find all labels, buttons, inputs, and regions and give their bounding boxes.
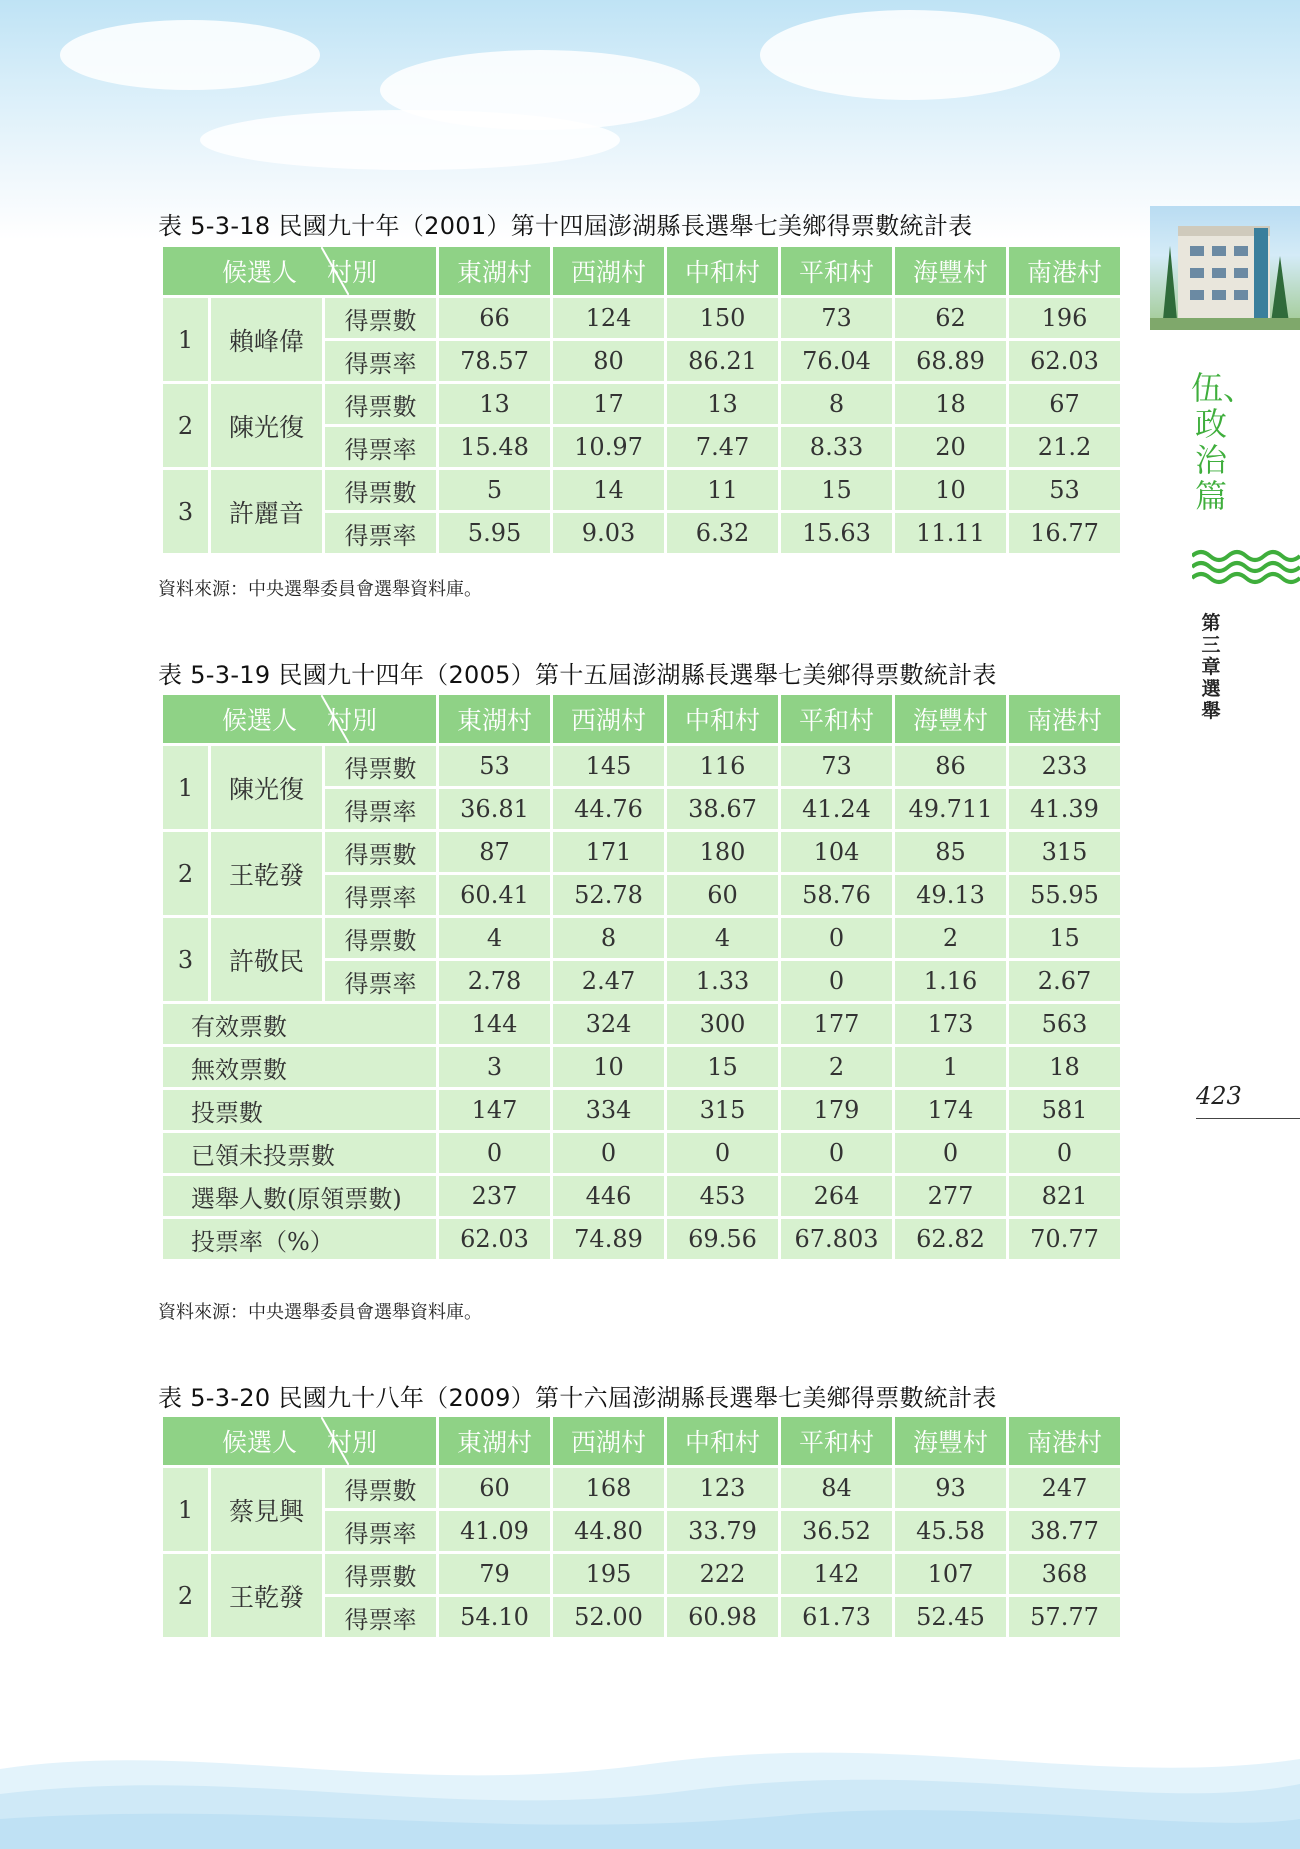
vote-rate-cell: 52.00 [552,1596,666,1639]
vote-count-cell: 14 [552,469,666,512]
candidate-number: 2 [162,1553,210,1639]
header-row [162,1416,1122,1467]
vote-rate-cell: 15.63 [780,512,894,555]
village-header: 平和村 [780,694,894,745]
candidate-votes-row [162,469,1122,512]
header-candidate-label: 候選人 [221,1428,297,1457]
vote-rate-cell: 15.48 [438,426,552,469]
votes-label: 得票數 [324,745,438,788]
vote-rate-cell: 54.10 [438,1596,552,1639]
summary-value-cell: 18 [1008,1046,1122,1089]
vote-rate-cell: 20 [894,426,1008,469]
candidate-votes-row [162,383,1122,426]
vote-count-cell: 93 [894,1467,1008,1510]
vote-count-cell: 4 [438,917,552,960]
vote-rate-cell: 33.79 [666,1510,780,1553]
vote-count-cell: 145 [552,745,666,788]
vote-rate-cell: 60.98 [666,1596,780,1639]
rate-label: 得票率 [324,340,438,383]
vote-count-cell: 11 [666,469,780,512]
vote-rate-cell: 2.47 [552,960,666,1003]
vote-count-cell: 8 [552,917,666,960]
vote-count-cell: 87 [438,831,552,874]
village-header: 中和村 [666,1416,780,1467]
vote-count-cell: 368 [1008,1553,1122,1596]
vote-rate-cell: 49.711 [894,788,1008,831]
vote-table-2001 [160,244,1123,556]
vote-count-cell: 13 [438,383,552,426]
votes-label: 得票數 [324,1553,438,1596]
table-caption: 表 5-3-20 民國九十八年（2009）第十六屆澎湖縣長選舉七美鄉得票數統計表 [158,1384,997,1412]
summary-value-cell: 62.03 [438,1218,552,1261]
summary-value-cell: 69.56 [666,1218,780,1261]
rate-label: 得票率 [324,788,438,831]
header-village-label: 村別 [327,706,378,735]
rate-label: 得票率 [324,874,438,917]
candidate-votes-row [162,917,1122,960]
vote-count-cell: 171 [552,831,666,874]
vote-rate-cell: 52.45 [894,1596,1008,1639]
summary-value-cell: 315 [666,1089,780,1132]
page-divider [1196,1118,1300,1119]
summary-value-cell: 300 [666,1003,780,1046]
votes-label: 得票數 [324,383,438,426]
vote-table-2009 [160,1414,1123,1640]
vote-rate-cell: 5.95 [438,512,552,555]
table-source: 資料來源：中央選舉委員會選舉資料庫。 [158,1302,482,1323]
vote-rate-cell: 41.09 [438,1510,552,1553]
candidate-name: 王乾發 [210,831,324,917]
summary-value-cell: 2 [780,1046,894,1089]
header-candidate-label: 候選人 [221,706,297,735]
summary-value-cell: 0 [894,1132,1008,1175]
vote-count-cell: 84 [780,1467,894,1510]
candidate-name: 陳光復 [210,383,324,469]
vote-count-cell: 142 [780,1553,894,1596]
vote-count-cell: 53 [1008,469,1122,512]
vote-rate-cell: 2.78 [438,960,552,1003]
village-header: 中和村 [666,246,780,297]
summary-value-cell: 147 [438,1089,552,1132]
summary-value-cell: 334 [552,1089,666,1132]
summary-value-cell: 0 [666,1132,780,1175]
candidate-number: 1 [162,297,210,383]
vote-count-cell: 15 [1008,917,1122,960]
vote-rate-cell: 9.03 [552,512,666,555]
vote-count-cell: 196 [1008,297,1122,340]
summary-label: 有效票數 [162,1003,438,1046]
vote-count-cell: 150 [666,297,780,340]
summary-value-cell: 15 [666,1046,780,1089]
summary-value-cell: 264 [780,1175,894,1218]
summary-value-cell: 277 [894,1175,1008,1218]
village-header: 東湖村 [438,246,552,297]
summary-label: 投票率（%） [162,1218,438,1261]
candidate-name: 王乾發 [210,1553,324,1639]
vote-rate-cell: 60 [666,874,780,917]
candidate-number: 1 [162,1467,210,1553]
vote-count-cell: 60 [438,1467,552,1510]
summary-label: 選舉人數(原領票數) [162,1175,438,1218]
candidate-name: 陳光復 [210,745,324,831]
summary-label: 無效票數 [162,1046,438,1089]
summary-value-cell: 177 [780,1003,894,1046]
vote-count-cell: 123 [666,1467,780,1510]
village-header: 東湖村 [438,694,552,745]
vote-rate-cell: 11.11 [894,512,1008,555]
vote-count-cell: 0 [780,917,894,960]
vote-count-cell: 17 [552,383,666,426]
votes-label: 得票數 [324,469,438,512]
vote-rate-cell: 55.95 [1008,874,1122,917]
vote-rate-cell: 57.77 [1008,1596,1122,1639]
candidate-number: 2 [162,831,210,917]
summary-value-cell: 453 [666,1175,780,1218]
vote-count-cell: 79 [438,1553,552,1596]
vote-rate-cell: 1.16 [894,960,1008,1003]
page-number: 423 [1196,1082,1242,1110]
rate-label: 得票率 [324,426,438,469]
vote-rate-cell: 36.81 [438,788,552,831]
candidate-votes-row [162,745,1122,788]
vote-count-cell: 315 [1008,831,1122,874]
village-header: 西湖村 [552,246,666,297]
vote-rate-cell: 61.73 [780,1596,894,1639]
candidate-name: 許麗音 [210,469,324,555]
candidate-votes-row [162,831,1122,874]
village-header: 南港村 [1008,1416,1122,1467]
summary-value-cell: 3 [438,1046,552,1089]
summary-value-cell: 324 [552,1003,666,1046]
summary-value-cell: 446 [552,1175,666,1218]
candidate-name: 賴峰偉 [210,297,324,383]
chapter-title-vertical: 第三章 選舉 [1201,612,1221,722]
village-header: 中和村 [666,694,780,745]
summary-value-cell: 74.89 [552,1218,666,1261]
vote-rate-cell: 60.41 [438,874,552,917]
vote-count-cell: 53 [438,745,552,788]
summary-value-cell: 821 [1008,1175,1122,1218]
vote-rate-cell: 68.89 [894,340,1008,383]
header-candidate-label: 候選人 [221,258,297,287]
village-header: 南港村 [1008,246,1122,297]
vote-count-cell: 86 [894,745,1008,788]
vote-rate-cell: 38.77 [1008,1510,1122,1553]
village-header: 平和村 [780,246,894,297]
vote-count-cell: 15 [780,469,894,512]
vote-rate-cell: 7.47 [666,426,780,469]
vote-rate-cell: 76.04 [780,340,894,383]
vote-rate-cell: 49.13 [894,874,1008,917]
summary-value-cell: 1 [894,1046,1008,1089]
village-header: 西湖村 [552,694,666,745]
vote-rate-cell: 52.78 [552,874,666,917]
wave-ornament [1192,548,1300,586]
cloud [200,110,620,170]
candidate-number: 1 [162,745,210,831]
vote-count-cell: 180 [666,831,780,874]
vote-count-cell: 107 [894,1553,1008,1596]
village-header: 平和村 [780,1416,894,1467]
vote-rate-cell: 10.97 [552,426,666,469]
vote-rate-cell: 44.76 [552,788,666,831]
summary-value-cell: 10 [552,1046,666,1089]
vote-rate-cell: 38.67 [666,788,780,831]
vote-rate-cell: 62.03 [1008,340,1122,383]
candidate-name: 蔡見興 [210,1467,324,1553]
vote-count-cell: 168 [552,1467,666,1510]
village-header: 南港村 [1008,694,1122,745]
village-header: 海豐村 [894,694,1008,745]
votes-label: 得票數 [324,831,438,874]
rate-label: 得票率 [324,1596,438,1639]
summary-value-cell: 563 [1008,1003,1122,1046]
header-candidate-village [162,246,438,297]
vote-count-cell: 247 [1008,1467,1122,1510]
header-candidate-village [162,1416,438,1467]
vote-count-cell: 2 [894,917,1008,960]
vote-rate-cell: 45.58 [894,1510,1008,1553]
votes-label: 得票數 [324,917,438,960]
vote-rate-cell: 36.52 [780,1510,894,1553]
candidate-votes-row [162,1467,1122,1510]
vote-count-cell: 124 [552,297,666,340]
village-header: 海豐村 [894,246,1008,297]
rate-label: 得票率 [324,1510,438,1553]
vote-count-cell: 5 [438,469,552,512]
vote-count-cell: 4 [666,917,780,960]
vote-count-cell: 233 [1008,745,1122,788]
vote-rate-cell: 8.33 [780,426,894,469]
vote-count-cell: 73 [780,745,894,788]
summary-value-cell: 581 [1008,1089,1122,1132]
candidate-number: 2 [162,383,210,469]
vote-rate-cell: 41.39 [1008,788,1122,831]
header-row [162,694,1122,745]
summary-label: 已領未投票數 [162,1132,438,1175]
vote-rate-cell: 0 [780,960,894,1003]
vote-count-cell: 195 [552,1553,666,1596]
vote-rate-cell: 1.33 [666,960,780,1003]
village-header: 西湖村 [552,1416,666,1467]
village-header: 海豐村 [894,1416,1008,1467]
vote-count-cell: 67 [1008,383,1122,426]
summary-row [162,1132,1122,1175]
vote-rate-cell: 41.24 [780,788,894,831]
vote-rate-cell: 58.76 [780,874,894,917]
summary-row [162,1175,1122,1218]
vote-rate-cell: 6.32 [666,512,780,555]
candidate-votes-row [162,1553,1122,1596]
vote-count-cell: 62 [894,297,1008,340]
candidate-votes-row [162,297,1122,340]
vote-rate-cell: 44.80 [552,1510,666,1553]
summary-value-cell: 62.82 [894,1218,1008,1261]
header-candidate-village [162,694,438,745]
building-photo [1150,206,1300,330]
summary-row [162,1218,1122,1261]
candidate-name: 許敬民 [210,917,324,1003]
summary-row [162,1046,1122,1089]
summary-value-cell: 0 [780,1132,894,1175]
summary-value-cell: 144 [438,1003,552,1046]
table-source: 資料來源：中央選舉委員會選舉資料庫。 [158,579,482,600]
vote-count-cell: 18 [894,383,1008,426]
vote-count-cell: 73 [780,297,894,340]
vote-rate-cell: 80 [552,340,666,383]
table-caption: 表 5-3-19 民國九十四年（2005）第十五屆澎湖縣長選舉七美鄉得票數統計表 [158,661,997,689]
village-header: 東湖村 [438,1416,552,1467]
vote-count-cell: 104 [780,831,894,874]
vote-rate-cell: 16.77 [1008,512,1122,555]
header-row [162,246,1122,297]
rate-label: 得票率 [324,512,438,555]
rate-label: 得票率 [324,960,438,1003]
vote-count-cell: 85 [894,831,1008,874]
cloud [760,10,1060,100]
vote-count-cell: 10 [894,469,1008,512]
candidate-number: 3 [162,469,210,555]
vote-count-cell: 66 [438,297,552,340]
summary-value-cell: 0 [552,1132,666,1175]
vote-count-cell: 222 [666,1553,780,1596]
summary-row [162,1003,1122,1046]
vote-rate-cell: 21.2 [1008,426,1122,469]
header-village-label: 村別 [327,1428,378,1457]
summary-value-cell: 237 [438,1175,552,1218]
cloud [60,20,320,90]
sky-banner [0,0,1300,240]
summary-value-cell: 0 [1008,1132,1122,1175]
part-title-vertical: 伍、政治篇 [1191,369,1256,515]
summary-label: 投票數 [162,1089,438,1132]
summary-value-cell: 67.803 [780,1218,894,1261]
vote-rate-cell: 78.57 [438,340,552,383]
vote-count-cell: 116 [666,745,780,788]
vote-count-cell: 13 [666,383,780,426]
summary-value-cell: 0 [438,1132,552,1175]
vote-count-cell: 8 [780,383,894,426]
candidate-number: 3 [162,917,210,1003]
summary-value-cell: 179 [780,1089,894,1132]
wave-footer [0,1719,1300,1849]
votes-label: 得票數 [324,1467,438,1510]
votes-label: 得票數 [324,297,438,340]
summary-value-cell: 174 [894,1089,1008,1132]
table-caption: 表 5-3-18 民國九十年（2001）第十四屆澎湖縣長選舉七美鄉得票數統計表 [158,212,973,240]
header-village-label: 村別 [327,258,378,287]
vote-table-2005 [160,692,1123,1262]
summary-value-cell: 70.77 [1008,1218,1122,1261]
summary-value-cell: 173 [894,1003,1008,1046]
vote-rate-cell: 2.67 [1008,960,1122,1003]
vote-rate-cell: 86.21 [666,340,780,383]
summary-row [162,1089,1122,1132]
